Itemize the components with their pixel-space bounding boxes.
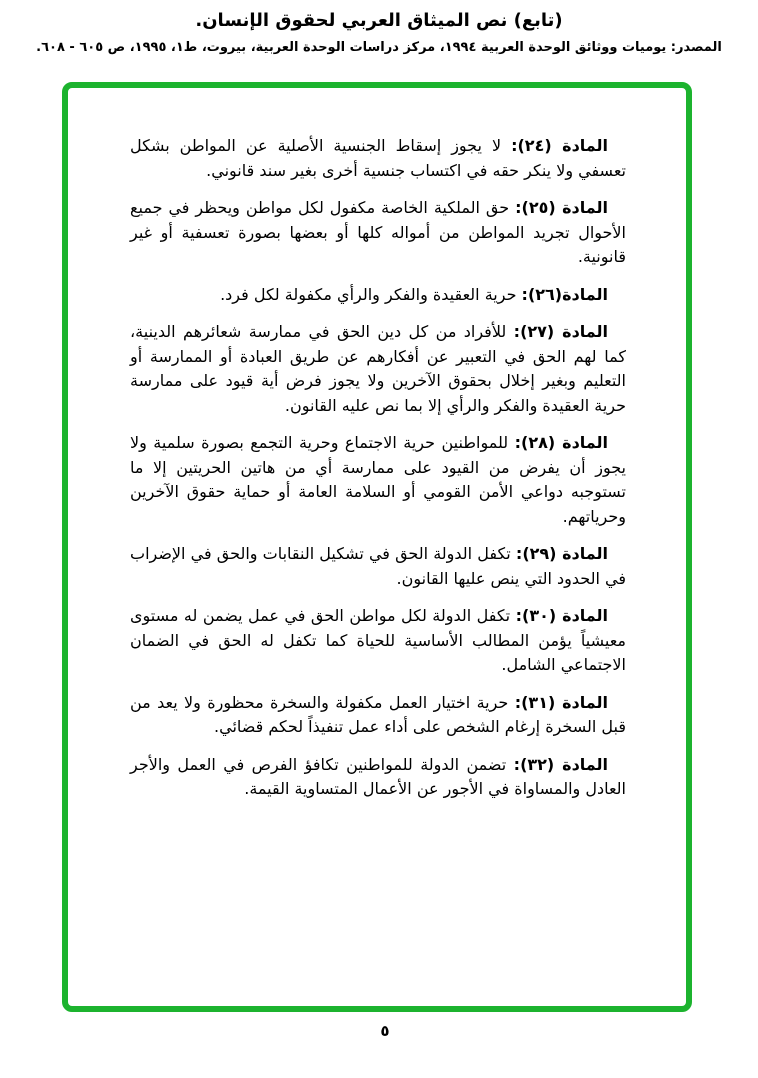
article-text: للأفراد من كل دين الحق في ممارسة شعائرهم الدينية، كما لهم الحق في التعبير عن أفكارهم عن طريق العبادة أو الممارسة أو التعليم وبغير إخلال بحقوق الآخرين ولا يجوز فرض أية قيود على ممارسة حرية العقيدة والفكر والرأي إلا بما نص عليه القانون.	[130, 322, 626, 415]
page-title: (تابع) نص الميثاق العربي لحقوق الإنسان.	[195, 10, 563, 31]
article-label: المادة(٢٦):	[521, 284, 608, 304]
article-text: تضمن الدولة للمواطنين تكافؤ الفرص في العمل والأجر العادل والمساواة في الأجور عن الأعمال المتساوية القيمة.	[130, 754, 626, 798]
article-paragraph	[130, 134, 626, 183]
article-label: المادة (٣٢):	[513, 754, 609, 774]
article-paragraph	[130, 542, 626, 591]
article-text: تكفل الدولة لكل مواطن الحق في عمل يضمن له مستوى معيشياً يؤمن المطالب الأساسية للحياة كما تكفل له الحق في الضمان الاجتماعي الشامل.	[130, 606, 626, 674]
article-paragraph	[130, 283, 626, 308]
source-citation: المصدر: يوميات ووثائق الوحدة العربية ١٩٩٤، مركز دراسات الوحدة العربية، بيروت، ط١، ١٩٩٥، ص ٦٠٥ - ٦٠٨.	[36, 40, 722, 55]
articles-text-block	[68, 88, 686, 802]
article-label: المادة (٢٧):	[513, 322, 609, 341]
article-text: للمواطنين حرية الاجتماع وحرية التجمع بصورة سلمية ولا يجوز أن يفرض من القيود على ممارسة أي من هاتين الحريتين إلا ما تستوجبه دواعي الأمن القومي أو السلامة العامة أو حماية حقوق الآخرين وحرياتهم.	[130, 433, 626, 526]
article-text: حرية العقيدة والفكر والرأي مكفولة لكل فرد.	[220, 284, 517, 304]
article-paragraph	[130, 604, 626, 678]
page-header	[0, 10, 758, 55]
page-number: ٥	[380, 1022, 390, 1040]
article-label: المادة (٢٩):	[515, 544, 608, 563]
article-text: تكفل الدولة الحق في تشكيل النقابات والحق في الإضراب في الحدود التي ينص عليها القانون.	[130, 544, 626, 588]
charter-border-box	[62, 82, 692, 1012]
article-label: المادة (٢٨):	[514, 433, 608, 452]
article-text: حرية اختيار العمل مكفولة والسخرة محظورة ولا يعد من قبل السخرة إرغام الشخص على أداء عمل تنفيذاً لحكم قضائي.	[130, 692, 626, 736]
article-paragraph	[130, 691, 626, 740]
article-paragraph	[130, 431, 626, 529]
article-label: المادة (٣٠):	[515, 606, 608, 625]
article-paragraph	[130, 196, 626, 270]
article-label: المادة (٢٤):	[511, 136, 608, 155]
article-paragraph	[130, 320, 626, 418]
article-label: المادة (٢٥):	[515, 198, 608, 217]
article-text: لا يجوز إسقاط الجنسية الأصلية عن المواطن بشكل تعسفي ولا ينكر حقه في اكتساب جنسية أخرى بغير سند قانوني.	[130, 136, 626, 180]
article-label: المادة (٣١):	[514, 692, 608, 712]
article-text: حق الملكية الخاصة مكفول لكل مواطن ويحظر في جميع الأحوال تجريد المواطن من أمواله كلها أو بعضها بصورة تعسفية أو غير قانونية.	[130, 198, 626, 266]
article-paragraph	[130, 753, 626, 802]
